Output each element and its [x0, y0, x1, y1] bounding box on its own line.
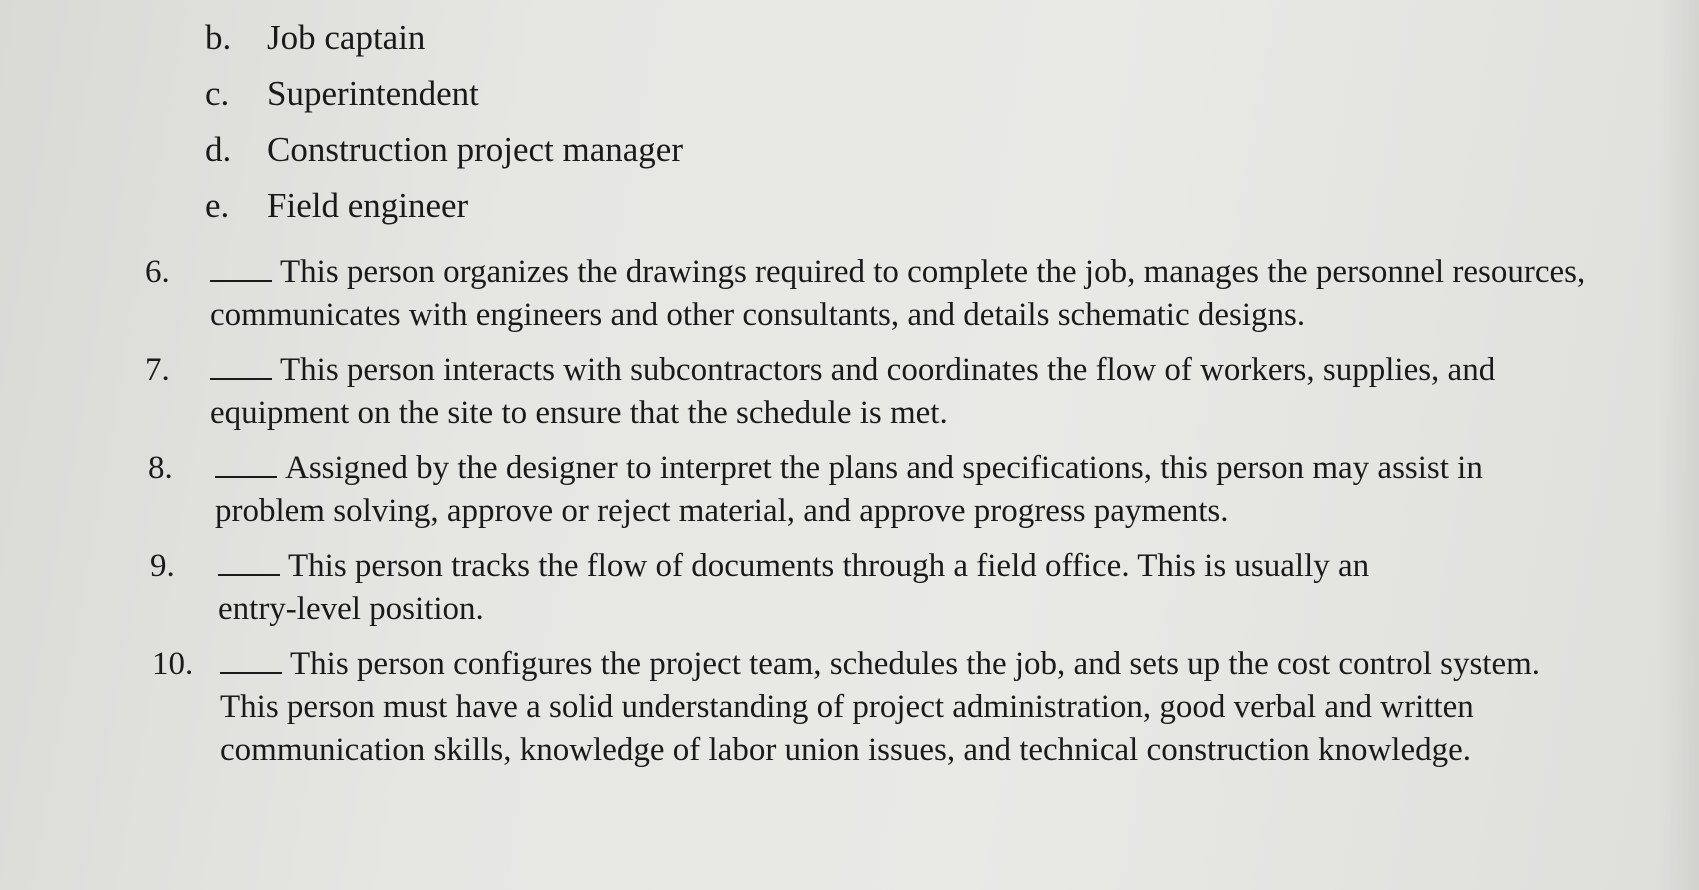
question-text-block: [218, 545, 1450, 631]
question-number: 8.: [148, 450, 173, 486]
question-number: 10.: [152, 646, 194, 682]
question-text-block: [210, 251, 1595, 337]
option-letter: b.: [205, 18, 232, 57]
answer-blank[interactable]: [210, 254, 272, 282]
answer-blank[interactable]: [218, 548, 280, 576]
question-number: 6.: [145, 254, 170, 290]
question-text-block: [215, 447, 1598, 533]
question-text: This person interacts with subcontractors and coordinates the flow of workers, supplies, and equipment on the site to ensure that the schedule is met.: [210, 352, 1496, 431]
question-text: This person tracks the flow of documents through a field office. This is usually an entry-level position.: [218, 548, 1370, 627]
option-text: Construction project manager: [267, 130, 683, 169]
answer-blank[interactable]: [220, 646, 282, 674]
answer-blank[interactable]: [215, 450, 277, 478]
option-text: Field engineer: [267, 186, 469, 225]
question-text-block: [210, 349, 1595, 435]
option-text: Superintendent: [267, 74, 479, 113]
question-text: This person organizes the drawings required to complete the job, manages the personnel resources, communicates with engineers and other consultants, and details schematic designs.: [210, 254, 1586, 333]
option-letter: e.: [205, 186, 230, 225]
option-text: Job captain: [267, 18, 426, 57]
question-number: 9.: [150, 548, 175, 584]
option-letter: c.: [205, 74, 230, 113]
question-text-block: [220, 643, 1572, 772]
question-number: 7.: [145, 352, 170, 388]
page-edge-shadow: [1659, 0, 1699, 890]
answer-blank[interactable]: [210, 352, 272, 380]
question-text: This person configures the project team, schedules the job, and sets up the cost control system. This person must have a solid understanding of project administration, good verbal and written communication skills, knowledge of labor union issues, and technical construction knowledge.: [220, 646, 1541, 768]
question-text: Assigned by the designer to interpret the plans and specifications, this person may assist in problem solving, approve or reject material, and approve progress payments.: [215, 450, 1483, 529]
option-letter: d.: [205, 130, 232, 169]
